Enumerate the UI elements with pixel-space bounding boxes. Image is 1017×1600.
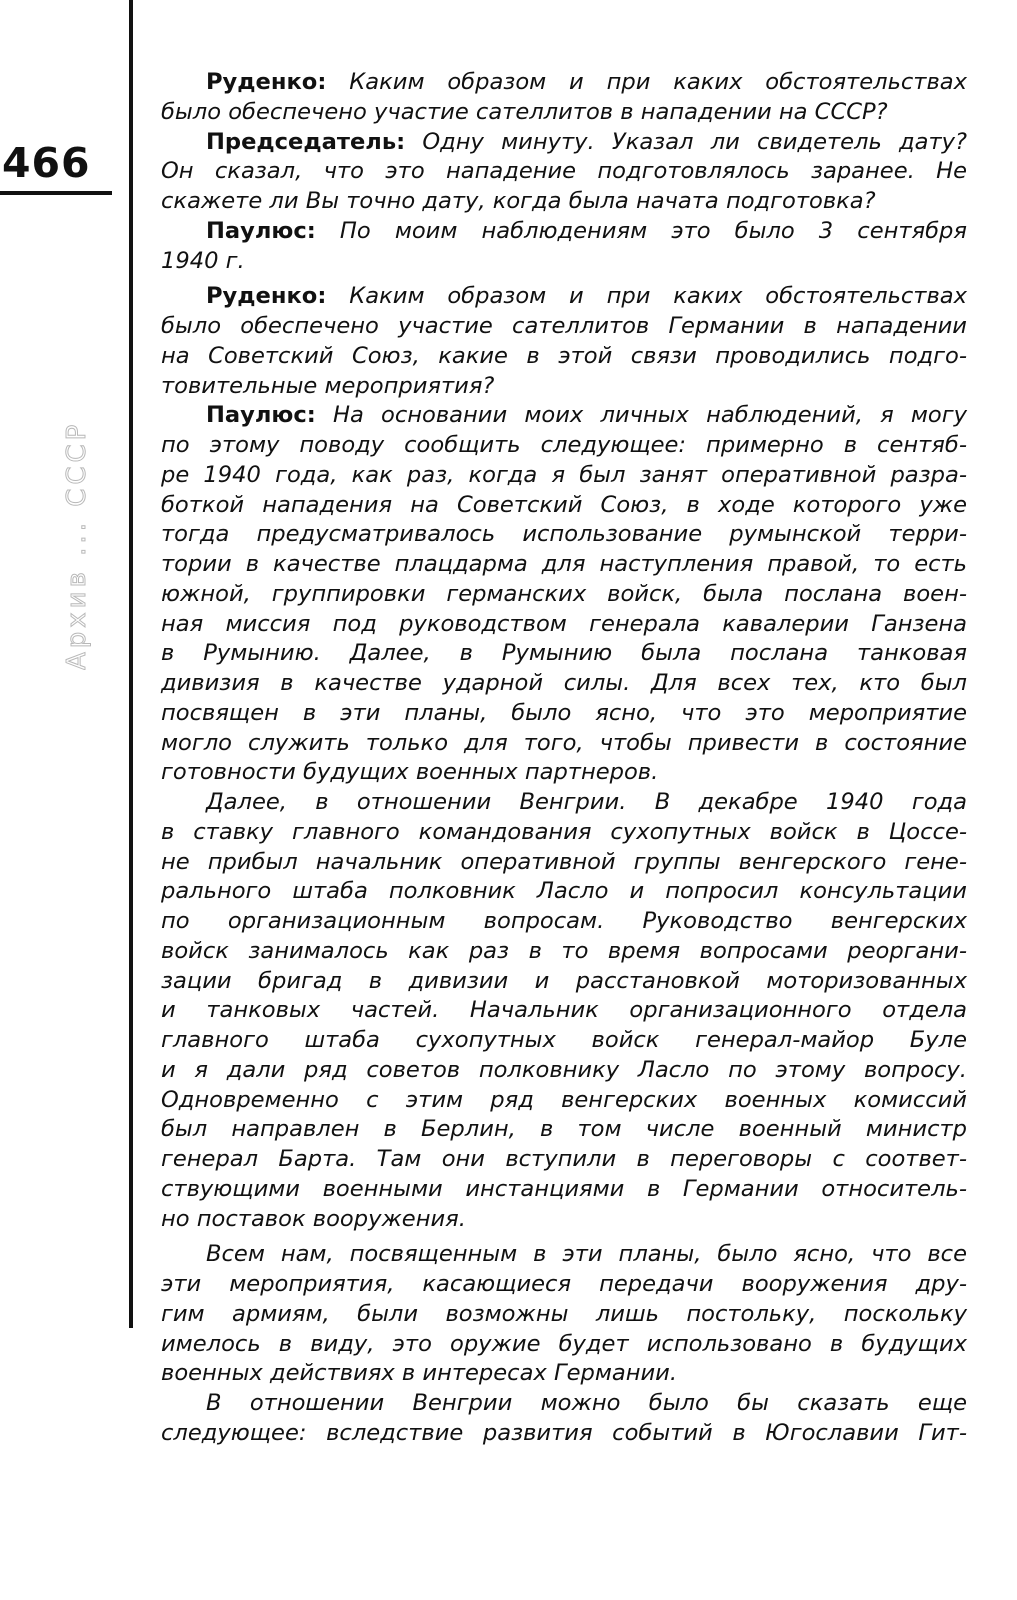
text-line: дивизия в качестве ударной силы. Для всех тех, кто был: [161, 670, 967, 696]
text-line: тогда предусматривалось использование румынской терри-: [161, 521, 967, 548]
speaker-label: Руденко:: [206, 283, 327, 310]
text-line: было обеспечено участие сателлитов в нападении на СССР?: [161, 98, 888, 125]
text-line: генерал Барта. Там они вступили в переговоры с соответ-: [161, 1146, 967, 1172]
text-line: войск занималось как раз в то время вопросами реоргани-: [161, 937, 967, 964]
text-line: был направлен в Берлин, в том числе военный министр: [161, 1116, 967, 1143]
text-line: имелось в виду, это оружие будет использовано в будущих: [161, 1330, 967, 1357]
text-line: тории в качестве плацдарма для наступления правой, то есть: [161, 551, 967, 577]
text-line: эти мероприятия, касающиеся передачи вооружения дру-: [161, 1271, 967, 1297]
text-line: южной, группировки германских войск, была послана воен-: [161, 580, 967, 607]
text-line: могло служить только для того, чтобы привести в состояние: [161, 729, 967, 756]
text-line: по организационным вопросам. Руководство венгерских: [161, 908, 967, 934]
text-line: следующее: вследствие развития событий в Югославии Гит-: [161, 1419, 967, 1446]
text-line: гим армиям, были возможны лишь постольку, поскольку: [161, 1300, 967, 1327]
text-line: ная миссия под руководством генерала кавалерии Ганзена: [161, 610, 967, 637]
text-line: но поставок вооружения.: [161, 1205, 466, 1232]
text-line: Руденко: Каким образом и при каких обстоятельствах: [206, 69, 967, 95]
page-number: 466: [2, 139, 91, 187]
text-line: зации бригад в дивизии и расстановкой моторизованных: [161, 967, 967, 994]
document-body: [161, 68, 967, 1449]
text-line: Председатель: Одну минуту. Указал ли свидетель дату?: [206, 128, 967, 155]
text-line: Паулюс: По моим наблюдениям это было 3 сентября: [206, 217, 967, 244]
text-line: Паулюс: На основании моих личных наблюдений, я могу: [206, 402, 967, 429]
vertical-margin-rule: [129, 0, 133, 1328]
text-line: готовности будущих военных партнеров.: [161, 759, 659, 786]
text-line: Всем нам, посвященным в эти планы, было ясно, что все: [206, 1241, 967, 1268]
text-line: было обеспечено участие сателлитов Германии в нападении: [161, 313, 967, 339]
text-line: посвящен в эти планы, было ясно, что это мероприятие: [161, 699, 967, 726]
text-line: скажете ли Вы точно дату, когда была начата подготовка?: [161, 188, 876, 214]
speaker-label: Председатель:: [206, 128, 406, 155]
text-line: товительные мероприятия?: [161, 372, 495, 399]
text-line: главного штаба сухопутных войск генерал-майор Буле: [161, 1027, 967, 1053]
text-line: Руденко: Каким образом и при каких обстоятельствах: [206, 283, 967, 310]
speaker-label: Паулюс:: [206, 402, 316, 429]
text-line: в ставку главного командования сухопутных войск в Цоссе-: [161, 818, 967, 845]
speaker-label: Руденко:: [206, 69, 327, 95]
text-line: боткой нападения на Советский Союз, в ходе которого уже: [161, 491, 967, 518]
speaker-label: Паулюс:: [206, 217, 316, 244]
text-line: В отношении Венгрии можно было бы сказать еще: [206, 1390, 967, 1416]
archive-stamp: [62, 210, 92, 670]
text-line: и танковых частей. Начальник организационного отдела: [161, 997, 967, 1024]
text-line: не прибыл начальник оперативной группы венгерского гене-: [161, 848, 967, 875]
text-line: Он сказал, что это нападение подготовлялось заранее. Не: [161, 158, 967, 185]
text-line: Одновременно с этим ряд венгерских военных комиссий: [161, 1086, 967, 1113]
text-line: на Советский Союз, какие в этой связи проводились подго-: [161, 342, 967, 369]
text-line: ствующими военными инстанциями в Германии относитель-: [161, 1175, 967, 1202]
archive-stamp-text: Архив ... СССР: [62, 420, 92, 670]
text-line: и я дали ряд советов полковнику Ласло по этому вопросу.: [161, 1056, 967, 1083]
text-line: военных действиях в интересах Германии.: [161, 1360, 678, 1387]
page-number-underline: [0, 191, 112, 195]
text-line: по этому поводу сообщить следующее: примерно в сентяб-: [161, 432, 967, 458]
text-line: в Румынию. Далее, в Румынию была послана танковая: [161, 640, 967, 667]
text-line: ре 1940 года, как раз, когда я был занят оперативной разра-: [161, 461, 967, 488]
text-line: 1940 г.: [161, 247, 245, 274]
text-line: рального штаба полковник Ласло и попросил консультации: [161, 878, 967, 905]
text-line: Далее, в отношении Венгрии. В декабре 1940 года: [206, 789, 967, 815]
